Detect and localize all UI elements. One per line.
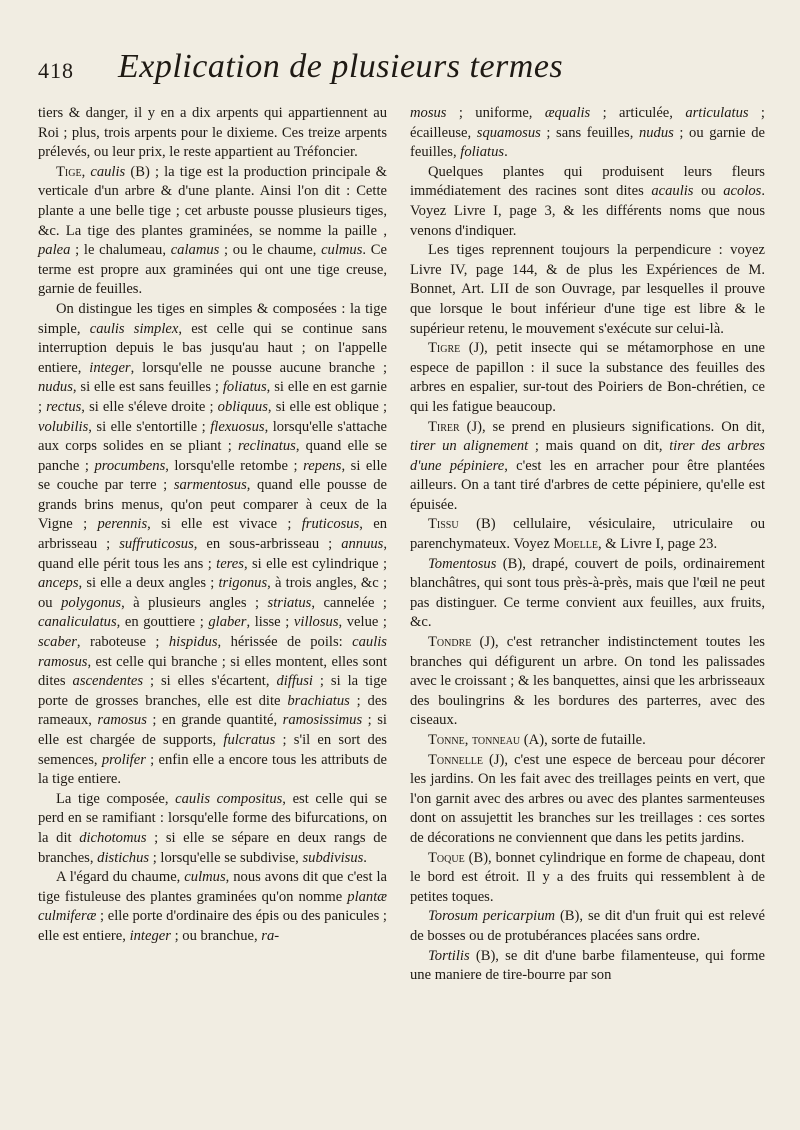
text-run: , est celle qui se continue sans interruption depuis le bas jusqu'au haut ; on l'appelle entiere, xyxy=(38,320,388,376)
text-run: (J), se prend en plusieurs significations. On dit, xyxy=(459,418,765,435)
paragraph xyxy=(410,163,765,241)
latin-term: diffusi xyxy=(276,673,313,690)
paragraph xyxy=(410,907,765,946)
text-run: (J), petit insecte qui se métamorphose en une espece de papillon : il suce la substance des feuilles des arbres en espalier, sur-tout des Poiriers de Bon-chrétien, ce qui les fatigue beaucoup. xyxy=(410,340,765,415)
text-run: , si elle est oblique ; xyxy=(267,398,387,415)
paragraph xyxy=(38,163,387,300)
text-run: , lisse ; xyxy=(246,614,294,631)
latin-term: integer xyxy=(129,927,171,944)
text-run: On distingue les tiges en simples & composées : la tige simple, xyxy=(38,300,387,337)
text-run: , si elle s'entortille ; xyxy=(88,418,211,435)
text-run: ; si elles s'écartent, xyxy=(143,673,277,690)
text-run: ; des rameaux, xyxy=(38,692,388,729)
text-run: (B), bonnet cylindrique en forme de chapeau, dont le bord est étroit. Il y a des fruits qui ressemblent à de petites toques. xyxy=(410,849,765,905)
latin-term: caulis ramosus xyxy=(38,634,387,670)
entry-headword: tonneau xyxy=(472,732,521,748)
latin-term: foliatus xyxy=(222,379,267,396)
text-run: , lorsqu'elle ne pousse aucune branche ; xyxy=(130,359,387,376)
paragraph xyxy=(410,633,765,731)
text-run: . Voyez Livre I, page 3, & les différents noms que nous venons d'indiquer. xyxy=(410,183,766,239)
latin-term: mosus xyxy=(410,105,447,121)
entry-headword: Tige xyxy=(56,163,82,180)
text-run: ; ou le chaume, xyxy=(219,242,322,259)
latin-term: brachiatus xyxy=(287,692,350,709)
text-run: (B) ; la tige est la production principale & verticale d'un arbre & d'une plante. Ainsi l'on dit : Cette plante a une belle tige ; cet arbuste pousse plusieurs tiges, &c. La tige des plantes graminées, se nomme la paille , xyxy=(38,163,387,239)
text-run: , si elle est sans feuilles ; xyxy=(72,379,223,396)
text-run: tiers & danger, il y en a dix arpents qui appartiennent au Roi ; plus, trois arpents pour le dixieme. Ces treize arpents prélevés, ou leur prix, le reste appartient au Tréfoncier. xyxy=(38,105,387,161)
paragraph xyxy=(38,300,387,790)
text-run: La tige composée, xyxy=(56,790,176,807)
latin-term: Tortilis xyxy=(428,947,470,964)
latin-term: calamus xyxy=(170,242,220,259)
text-run: ou xyxy=(693,183,724,200)
latin-term: anceps xyxy=(38,575,79,592)
text-run: , xyxy=(81,163,91,180)
latin-term: tirer des arbres d'une pépiniere xyxy=(410,438,765,474)
text-run: , hérissée de poils: xyxy=(217,634,353,651)
text-run: , cannelée ; xyxy=(311,594,387,611)
latin-term: integer xyxy=(89,359,131,376)
text-run: (B), se dit d'un fruit qui est relevé de bosses ou de protubérances placées sans ordre. xyxy=(410,908,765,944)
text-run: , xyxy=(464,732,472,748)
paragraph xyxy=(38,790,387,868)
paragraph xyxy=(410,418,765,516)
latin-term: trigonus xyxy=(218,575,268,592)
text-run: (B) cellulaire, vésiculaire, utriculaire ou parenchymateux. Voyez xyxy=(410,516,765,553)
latin-term: scaber xyxy=(38,634,77,651)
text-run: ; en grande quantité, xyxy=(146,712,283,729)
text-run: A l'égard du chaume, xyxy=(56,869,185,886)
latin-term: ramosissimus xyxy=(282,712,363,729)
text-run: Quelques plantes qui produisent leurs fleurs immédiatement des racines sont dites xyxy=(410,163,765,200)
text-run: , lorsqu'elle retombe ; xyxy=(165,457,304,474)
paragraph xyxy=(410,731,765,751)
latin-term: reclinatus xyxy=(237,438,296,455)
latin-term: fruticosus xyxy=(301,516,360,533)
latin-term: æqualis xyxy=(544,105,591,121)
text-run: ; si elle se sépare en deux rangs de branches, xyxy=(38,829,387,866)
latin-term: nudus xyxy=(638,124,674,141)
entry-headword: Moelle xyxy=(553,536,598,553)
latin-term: hispidus xyxy=(168,634,218,651)
text-run: , à plusieurs angles ; xyxy=(121,594,268,611)
running-title: Explication de plusieurs termes xyxy=(118,48,564,85)
text-run: , est celle qui branche ; si elles montent, elles sont dites xyxy=(38,653,387,690)
latin-term: caulis simplex xyxy=(89,320,179,337)
latin-term: acaulis xyxy=(651,183,694,200)
text-run: ; écailleuse, xyxy=(410,105,765,141)
text-run: ; uniforme, xyxy=(446,105,545,121)
text-run: , si elle a deux angles ; xyxy=(78,575,219,592)
text-run: , lorsqu'elle s'attache aux corps solides en se pliant ; xyxy=(38,418,387,455)
text-run: (B), se dit d'une barbe filamenteuse, qui forme une maniere de tire-bourre par son xyxy=(410,947,765,984)
text-run: ; si la tige porte de grosses branches, elle est dite xyxy=(38,673,387,709)
entry-headword: Tissu xyxy=(428,516,459,533)
paragraph xyxy=(410,515,765,554)
latin-term: canaliculatus xyxy=(38,614,117,631)
text-run: , quand elle pousse de grands brins menus, qu'on peut comparer à ceux de la Vigne ; xyxy=(38,477,387,533)
latin-term: procumbens xyxy=(94,457,166,474)
text-run: , quand elle se panche ; xyxy=(38,438,388,474)
latin-term: Torosum pericarpium xyxy=(428,908,556,925)
latin-term: volubilis xyxy=(38,418,89,435)
latin-term: fulcratus xyxy=(223,732,276,748)
text-run: ; ou garnie de feuilles, xyxy=(410,124,766,161)
text-run: ; le chalumeau, xyxy=(70,242,171,259)
text-run: ; enfin elle a encore tous les attributs de la tige entiere. xyxy=(38,751,387,788)
latin-term: acolos xyxy=(723,183,762,200)
paragraph xyxy=(410,751,765,849)
latin-term: foliatus xyxy=(460,144,505,161)
latin-term: subdivisus xyxy=(302,849,364,866)
paragraph xyxy=(410,339,765,417)
entry-headword: Tigre xyxy=(428,340,461,357)
latin-term: teres xyxy=(216,555,244,572)
latin-term: glaber xyxy=(208,614,247,631)
text-run: , est celle qui se perd en se ramifiant : lorsqu'elle forme des bifurcations, on la dit xyxy=(38,790,387,846)
latin-term: tirer un alignement xyxy=(410,438,529,455)
latin-term: ra- xyxy=(261,927,280,944)
text-run: , en sous-arbrisseau ; xyxy=(193,536,342,553)
text-run: , si elle en est garnie ; xyxy=(38,379,387,415)
page-header xyxy=(38,48,770,98)
paragraph xyxy=(38,104,387,163)
text-run: Les tiges reprennent toujours la perpendicure : voyez Livre IV, page 144, & de plus les Expériences de M. Bonnet, Art. LII de son Ouvrage, par lesquelles il prouve que lorsque le bout inférieur d'une tige est libre & le supérieur retenu, le mouvement s'exécute sur celui-là. xyxy=(410,242,765,337)
entry-headword: Tondre xyxy=(428,634,472,651)
paragraph xyxy=(410,849,765,908)
latin-term: ramosus xyxy=(97,712,147,729)
latin-term: flexuosus xyxy=(210,418,265,435)
text-run: . xyxy=(504,144,508,161)
latin-term: suffruticosus xyxy=(119,536,194,553)
text-run: . xyxy=(363,849,367,866)
text-run: , en arbrisseau ; xyxy=(38,516,388,553)
text-run: , si elle est vivace ; xyxy=(147,516,302,533)
text-run: , & Livre I, page 23. xyxy=(597,536,718,553)
latin-term: nudus xyxy=(38,379,73,396)
entry-headword: Toque xyxy=(428,849,465,866)
latin-term: caulis xyxy=(90,163,126,180)
latin-term: sarmentosus xyxy=(173,477,247,494)
latin-term: polygonus xyxy=(61,594,122,611)
text-run: , si elle s'éleve droite ; xyxy=(81,398,218,415)
text-run: ; ou branchue, xyxy=(170,927,262,944)
latin-term: villosus xyxy=(293,614,339,631)
paragraph xyxy=(410,947,765,986)
latin-term: distichus xyxy=(97,849,150,866)
text-run: , si elle se couche par terre ; xyxy=(38,457,387,494)
latin-term: prolifer xyxy=(101,751,146,768)
text-run: , velue ; xyxy=(338,614,387,631)
text-run: , à trois angles, &c ; ou xyxy=(38,575,387,611)
latin-term: articulatus xyxy=(685,105,749,121)
text-run: ; mais quand on dit, xyxy=(528,438,670,455)
latin-term: culmus xyxy=(321,242,363,259)
latin-term: rectus xyxy=(46,398,82,415)
text-run: ; articulée, xyxy=(590,105,686,121)
latin-term: obliquus xyxy=(217,398,268,415)
text-run: ; si elle est chargée de supports, xyxy=(38,712,387,748)
latin-term: palea xyxy=(38,242,71,259)
text-run: (J), c'est une espece de berceau pour décorer les jardins. On les fait avec des treillages peints en vert, que l'on garnit avec des arbres ou avec des plantes sarmenteuses dont on assujettit les branches sur les treillages : ces sortes de décorations ne conviennent que dans les petits jardins. xyxy=(410,751,765,846)
latin-term: Tomentosus xyxy=(428,555,497,572)
latin-term: culmus xyxy=(184,869,226,886)
entry-headword: Tonne xyxy=(428,732,465,748)
latin-term: squamosus xyxy=(476,124,541,141)
text-run: (B), drapé, couvert de poils, ordinairement blanchâtres, qui sont tous près-à-près, mais que l'œil ne peut pas distinguer. Ce terme convient aux feuilles, aux fruits, &c. xyxy=(410,555,765,631)
text-run: ; sans feuilles, xyxy=(540,124,639,141)
latin-term: annuus xyxy=(341,536,384,553)
text-run: (J), c'est retrancher indistinctement toutes les branches qui défigurent un arbre. On tond les palissades avec le croissant ; & les banquettes, ainsi que les arbrisseaux des boulingrins & les bordures des parterres, avec des ciseaux. xyxy=(410,634,765,729)
latin-term: perennis xyxy=(97,516,148,533)
paragraph xyxy=(38,868,387,946)
text-run: , raboteuse ; xyxy=(76,634,169,651)
paragraph xyxy=(410,104,765,163)
text-run: . Ce terme est propre aux graminées qui ont une tige creuse, garnie de feuilles. xyxy=(38,242,387,298)
right-column xyxy=(410,104,765,986)
entry-headword: Tirer xyxy=(428,418,460,435)
text-run: (A), sorte de futaille. xyxy=(520,732,646,748)
text-run: , quand elle périt tous les ans ; xyxy=(38,536,388,572)
text-run: ; lorsqu'elle se subdivise, xyxy=(149,849,303,866)
text-run: , en gouttiere ; xyxy=(116,614,209,631)
latin-term: ascendentes xyxy=(72,673,144,690)
text-run: , nous avons dit que c'est la tige fistuleuse des plantes graminées qu'on nomme xyxy=(38,869,388,905)
text-run: , si elle est cylindrique ; xyxy=(243,555,388,572)
latin-term: caulis compositus xyxy=(175,790,283,807)
latin-term: plantæ culmiferæ xyxy=(38,888,387,925)
text-run: ; elle porte d'ordinaire des épis ou des panicules ; elle est entiere, xyxy=(38,908,387,944)
paragraph xyxy=(410,241,765,339)
paragraph xyxy=(410,555,765,633)
page-number: 418 xyxy=(38,58,74,83)
entry-headword: Tonnelle xyxy=(428,751,484,768)
latin-term: striatus xyxy=(267,594,312,611)
latin-term: repens xyxy=(303,457,342,474)
latin-term: dichotomus xyxy=(79,829,147,846)
text-run: ; s'il en sort des semences, xyxy=(38,732,387,768)
text-run: , c'est les en arracher pour être plantées ailleurs. On a tant tiré d'arbres de cette pépiniere, qu'elle est épuisée. xyxy=(410,457,765,513)
left-column xyxy=(38,104,387,947)
